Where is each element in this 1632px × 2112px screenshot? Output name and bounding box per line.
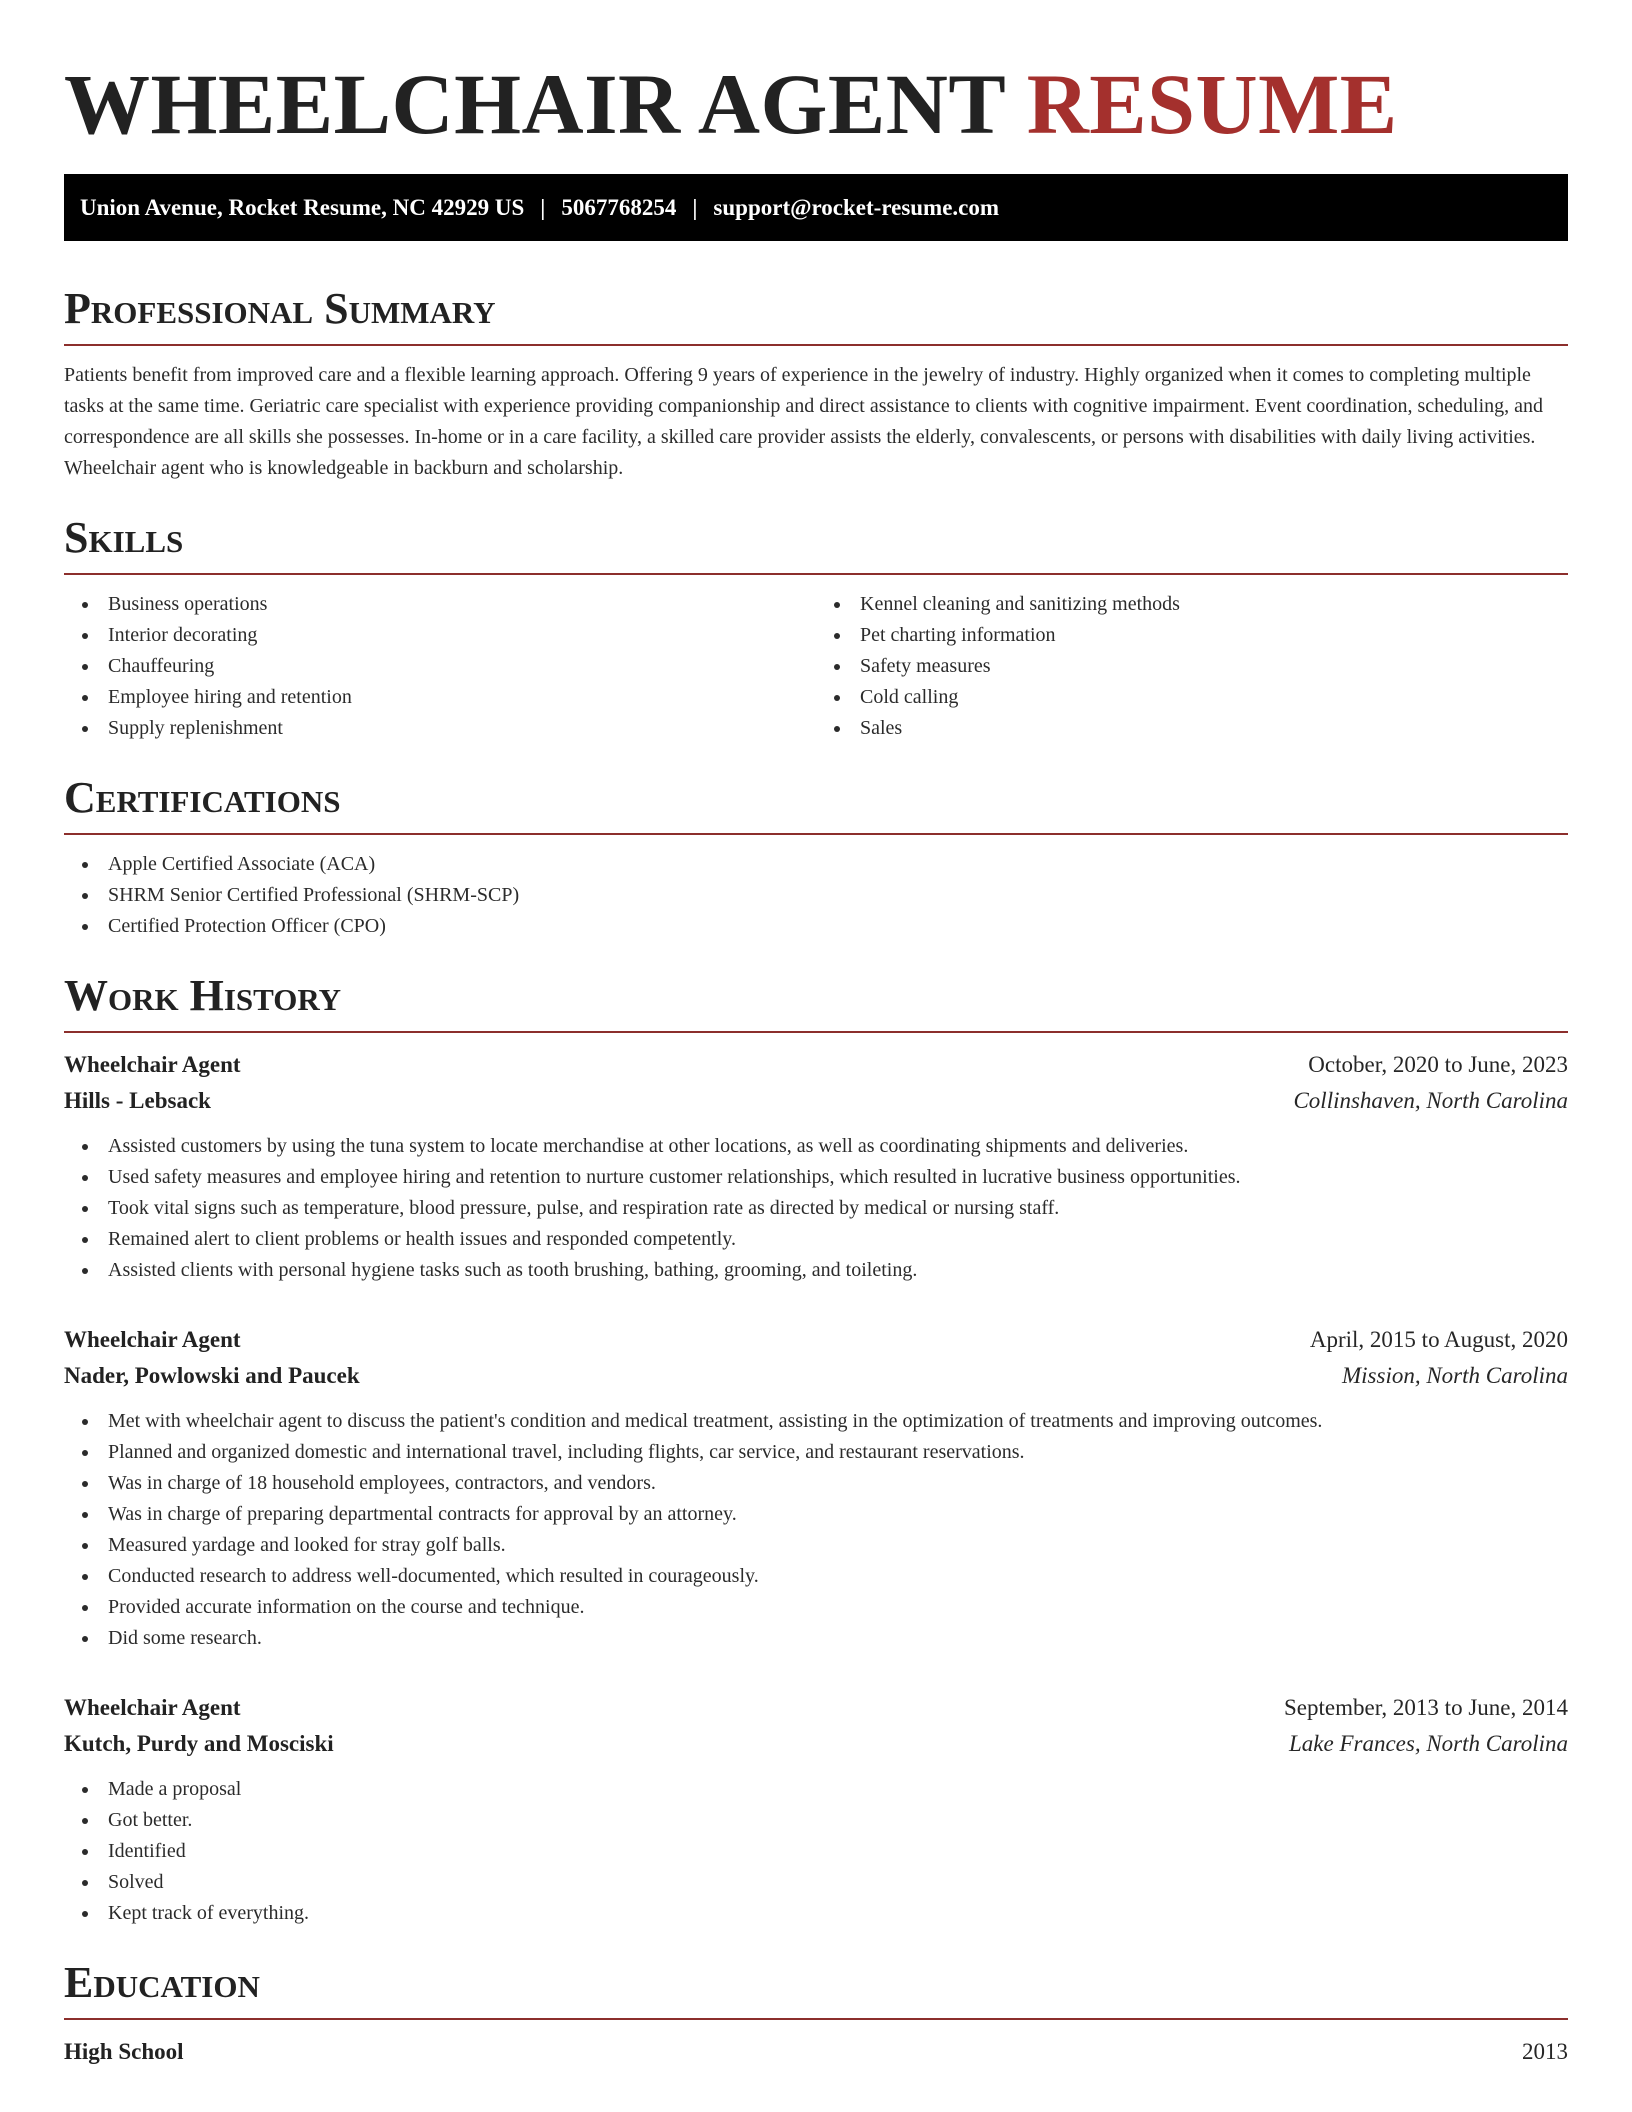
job-duties	[64, 1131, 1568, 1286]
job-entry	[64, 1047, 1568, 1286]
job-company: Nader, Powlowski and Paucek	[64, 1363, 360, 1388]
certifications-list	[64, 849, 1568, 942]
education-heading: Education	[64, 1957, 1568, 2020]
job-title: Wheelchair Agent	[64, 1052, 241, 1077]
job-duty: Kept track of everything.	[108, 1898, 1568, 1929]
contact-separator: |	[540, 194, 546, 220]
skill-item: Safety measures	[860, 651, 1568, 682]
job-duty: Took vital signs such as temperature, blood pressure, pulse, and respiration rate as directed by medical or nursing staff.	[108, 1193, 1568, 1224]
skill-item: Employee hiring and retention	[108, 682, 816, 713]
education-year: 2013	[1522, 2039, 1568, 2064]
certifications-heading: Certifications	[64, 772, 1568, 835]
skill-item: Pet charting information	[860, 620, 1568, 651]
title-main: WHEELCHAIR AGENT	[64, 56, 1005, 152]
job-duty: Was in charge of preparing departmental contracts for approval by an attorney.	[108, 1499, 1568, 1530]
job-title: Wheelchair Agent	[64, 1695, 241, 1720]
job-dates: April, 2015 to August, 2020	[1309, 1327, 1568, 1352]
skill-item: Interior decorating	[108, 620, 816, 651]
contact-bar	[64, 174, 1568, 241]
job-dates: September, 2013 to June, 2014	[1284, 1695, 1568, 1720]
skills-left-column	[64, 589, 816, 744]
job-duty: Solved	[108, 1867, 1568, 1898]
skills-right-column	[816, 589, 1568, 744]
resume-page	[64, 0, 1568, 2070]
certification-item: SHRM Senior Certified Professional (SHRM-SCP)	[108, 880, 1568, 911]
job-duties	[64, 1774, 1568, 1929]
job-duty: Assisted clients with personal hygiene tasks such as tooth brushing, bathing, grooming, and toileting.	[108, 1255, 1568, 1286]
education-degree: High School	[64, 2039, 184, 2064]
contact-address: Union Avenue, Rocket Resume, NC 42929 US	[80, 194, 525, 220]
job-company: Kutch, Purdy and Mosciski	[64, 1731, 334, 1756]
summary-heading: Professional Summary	[64, 283, 1568, 346]
work-history-heading: Work History	[64, 970, 1568, 1033]
job-location: Mission, North Carolina	[1342, 1363, 1568, 1388]
job-duty: Met with wheelchair agent to discuss the patient's condition and medical treatment, assisting in the optimization of treatments and improving outcomes.	[108, 1406, 1568, 1437]
skills-heading: Skills	[64, 512, 1568, 575]
job-duty: Got better.	[108, 1805, 1568, 1836]
education-entry	[64, 2034, 1568, 2070]
contact-phone: 5067768254	[561, 194, 677, 220]
contact-separator: |	[692, 194, 698, 220]
job-duty: Conducted research to address well-documented, which resulted in courageously.	[108, 1561, 1568, 1592]
summary-text: Patients benefit from improved care and a flexible learning approach. Offering 9 years of experience in the jewelry of industry. Highly organized when it comes to completing multiple tasks at the same time. Geriatric care specialist with experience providing companionship and direct assistance to clients with cognitive impairment. Event coordination, scheduling, and correspondence are all skills she possesses. In-home or in a care facility, a skilled care provider assists the elderly, convalescents, or persons with disabilities with daily living activities. Wheelchair agent who is knowledgeable in backburn and scholarship.	[64, 364, 1544, 479]
skills-list	[64, 575, 1568, 744]
job-title: Wheelchair Agent	[64, 1327, 241, 1352]
certification-item: Certified Protection Officer (CPO)	[108, 911, 1568, 942]
contact-email: support@rocket-resume.com	[713, 194, 1000, 220]
title-accent: RESUME	[1026, 56, 1398, 152]
job-duty: Used safety measures and employee hiring and retention to nurture customer relationships, which resulted in lucrative business opportunities.	[108, 1162, 1568, 1193]
job-duty: Assisted customers by using the tuna system to locate merchandise at other locations, as well as coordinating shipments and deliveries.	[108, 1131, 1568, 1162]
job-duty: Was in charge of 18 household employees, contractors, and vendors.	[108, 1468, 1568, 1499]
job-duty: Made a proposal	[108, 1774, 1568, 1805]
resume-title	[64, 58, 1568, 150]
skill-item: Chauffeuring	[108, 651, 816, 682]
job-dates: October, 2020 to June, 2023	[1308, 1052, 1568, 1077]
certification-item: Apple Certified Associate (ACA)	[108, 849, 1568, 880]
skill-item: Business operations	[108, 589, 816, 620]
job-location: Lake Frances, North Carolina	[1289, 1731, 1568, 1756]
job-company: Hills - Lebsack	[64, 1088, 211, 1113]
job-location: Collinshaven, North Carolina	[1293, 1088, 1568, 1113]
skill-item: Cold calling	[860, 682, 1568, 713]
skill-item: Supply replenishment	[108, 713, 816, 744]
job-duty: Remained alert to client problems or health issues and responded competently.	[108, 1224, 1568, 1255]
job-duties	[64, 1406, 1568, 1654]
job-duty: Planned and organized domestic and international travel, including flights, car service, and restaurant reservations.	[108, 1437, 1568, 1468]
job-entry	[64, 1322, 1568, 1654]
skill-item: Sales	[860, 713, 1568, 744]
job-duty: Measured yardage and looked for stray golf balls.	[108, 1530, 1568, 1561]
job-entry	[64, 1690, 1568, 1929]
job-duty: Identified	[108, 1836, 1568, 1867]
job-duty: Did some research.	[108, 1623, 1568, 1654]
job-duty: Provided accurate information on the course and technique.	[108, 1592, 1568, 1623]
skill-item: Kennel cleaning and sanitizing methods	[860, 589, 1568, 620]
